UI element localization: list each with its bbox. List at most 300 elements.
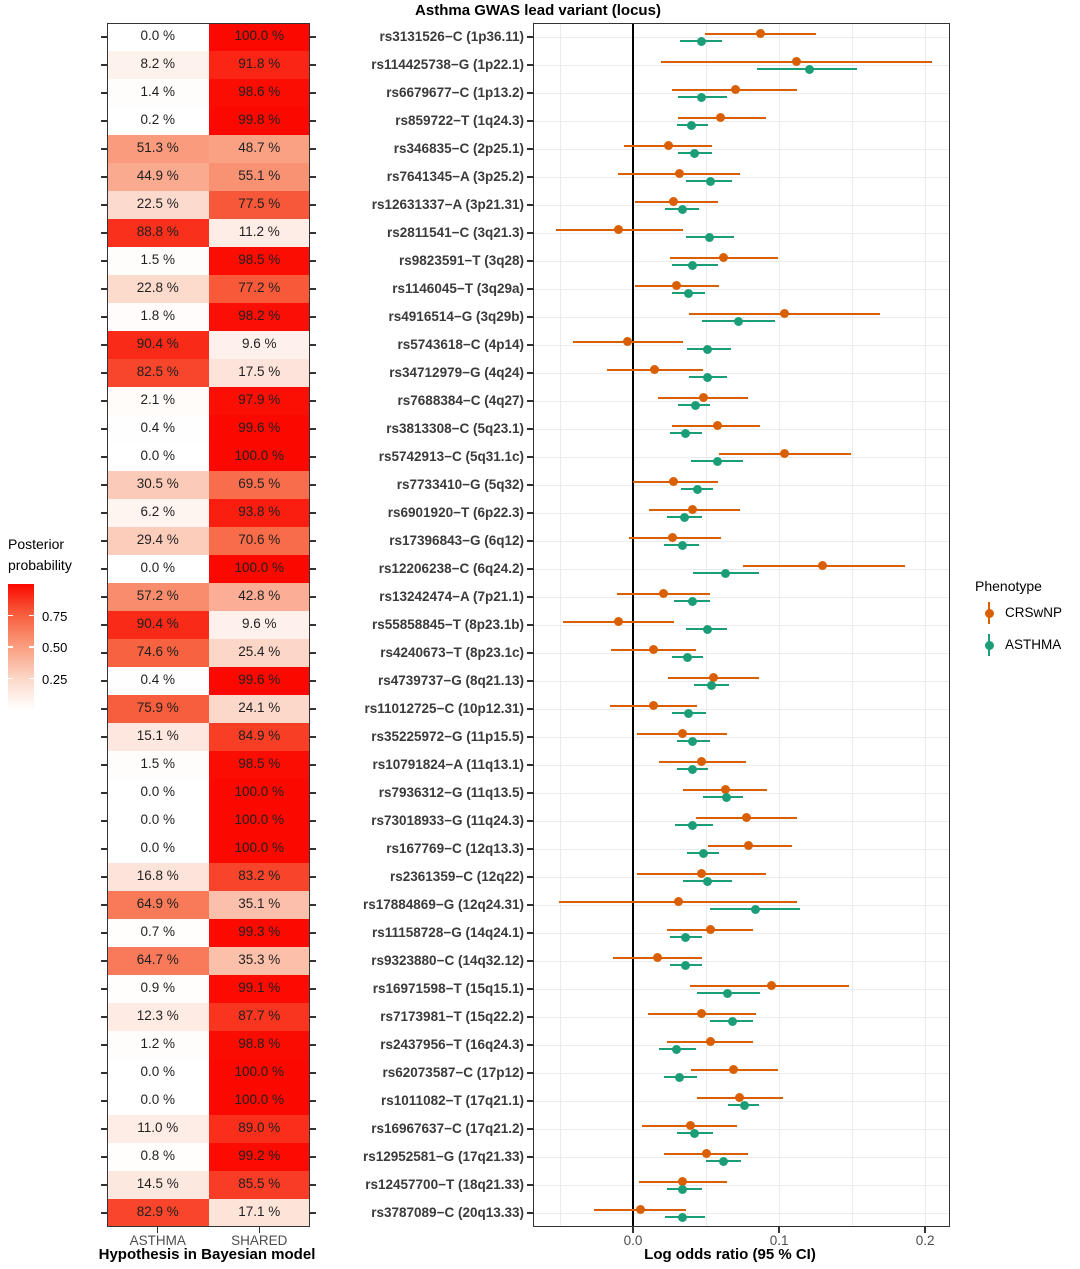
variant-label: rs11158728−G (14q24.1) bbox=[371, 925, 524, 940]
heatmap-right-tick bbox=[310, 1184, 316, 1185]
point-estimate-asthma bbox=[697, 37, 706, 46]
phenotype-legend-items bbox=[975, 600, 1080, 658]
point-estimate-asthma bbox=[721, 569, 730, 578]
x-axis-title: Log odds ratio (95 % CI) bbox=[644, 1246, 816, 1263]
posterior-tick-mark bbox=[8, 646, 13, 648]
heatmap-right-tick bbox=[310, 680, 316, 681]
heatmap-right-tick bbox=[310, 400, 316, 401]
heatmap-value-shared: 85.5 % bbox=[238, 1176, 281, 1191]
point-estimate-asthma bbox=[703, 877, 712, 886]
heatmap-right-tick bbox=[310, 820, 316, 821]
heatmap-value-shared: 98.8 % bbox=[238, 1036, 281, 1051]
y-gridline bbox=[533, 737, 950, 738]
heatmap-value-asthma: 0.0 % bbox=[140, 1092, 176, 1107]
posterior-tick-mark bbox=[29, 615, 34, 617]
point-estimate-asthma bbox=[703, 625, 712, 634]
heatmap-right-tick bbox=[310, 988, 316, 989]
variant-label: rs7733410−G (5q32) bbox=[396, 477, 524, 492]
heatmap-value-shared: 100.0 % bbox=[234, 1092, 285, 1107]
point-estimate-asthma bbox=[719, 1157, 728, 1166]
heatmap-value-shared: 89.0 % bbox=[238, 1120, 281, 1135]
heatmap-value-shared: 70.6 % bbox=[238, 532, 281, 547]
heatmap-right-tick bbox=[310, 652, 316, 653]
variant-label: rs5743618−C (4p14) bbox=[397, 337, 524, 352]
point-estimate-asthma bbox=[693, 485, 702, 494]
heatmap-right-tick bbox=[310, 596, 316, 597]
heatmap-right-tick bbox=[310, 1100, 316, 1101]
heatmap-value-shared: 35.3 % bbox=[238, 952, 281, 967]
variant-label: rs859722−T (1q24.3) bbox=[395, 113, 524, 128]
heatmap-right-tick bbox=[310, 540, 316, 541]
variant-label: rs34712979−G (4q24) bbox=[389, 365, 524, 380]
heatmap-right-tick bbox=[310, 876, 316, 877]
y-gridline bbox=[533, 65, 950, 66]
y-gridline bbox=[533, 233, 950, 234]
point-estimate-crswnp bbox=[614, 617, 623, 626]
variant-label: rs16967637−C (17q21.2) bbox=[371, 1121, 524, 1136]
variant-label: rs7688384−C (4q27) bbox=[397, 393, 524, 408]
y-gridline bbox=[533, 429, 950, 430]
variant-label: rs17396843−G (6q12) bbox=[389, 533, 524, 548]
variant-label: rs12952581−G (17q21.33) bbox=[363, 1149, 524, 1164]
heatmap-value-shared: 17.1 % bbox=[238, 1204, 281, 1219]
heatmap-right-tick bbox=[310, 148, 316, 149]
heatmap-right-tick bbox=[310, 568, 316, 569]
heatmap-value-asthma: 82.5 % bbox=[136, 364, 179, 379]
y-gridline bbox=[533, 1129, 950, 1130]
heatmap-value-asthma: 30.5 % bbox=[136, 476, 179, 491]
variant-label: rs6679677−C (1p13.2) bbox=[386, 85, 524, 100]
heatmap-right-tick bbox=[310, 1212, 316, 1213]
variant-label: rs3131526−C (1p36.11) bbox=[379, 29, 524, 44]
heatmap-value-shared: 17.5 % bbox=[238, 364, 281, 379]
variant-label: rs10791824−A (11q13.1) bbox=[372, 757, 524, 772]
heatmap-value-asthma: 0.8 % bbox=[140, 1148, 176, 1163]
heatmap-value-asthma: 0.0 % bbox=[140, 448, 176, 463]
point-estimate-asthma bbox=[672, 1045, 681, 1054]
heatmap-value-shared: 99.8 % bbox=[238, 112, 281, 127]
point-estimate-asthma bbox=[713, 457, 722, 466]
point-estimate-asthma bbox=[688, 737, 697, 746]
posterior-tick-label: 0.25 bbox=[42, 671, 68, 687]
point-estimate-asthma bbox=[678, 541, 687, 550]
heatmap-right-tick bbox=[310, 848, 316, 849]
point-estimate-crswnp bbox=[623, 337, 632, 346]
y-gridline bbox=[533, 569, 950, 570]
point-estimate-crswnp bbox=[664, 141, 673, 150]
heatmap-value-asthma: 0.0 % bbox=[140, 1064, 176, 1079]
phenotype-legend-item bbox=[975, 632, 1080, 658]
heatmap-right-tick bbox=[310, 232, 316, 233]
posterior-legend-ticks bbox=[8, 584, 103, 710]
variant-label: rs4916514−G (3q29b) bbox=[388, 309, 524, 324]
point-estimate-crswnp bbox=[702, 1149, 711, 1158]
heatmap-right-tick bbox=[310, 176, 316, 177]
heatmap-right-tick bbox=[310, 1044, 316, 1045]
point-estimate-asthma bbox=[681, 429, 690, 438]
heatmap-axis-title: Hypothesis in Bayesian model bbox=[98, 1246, 316, 1263]
point-estimate-asthma bbox=[675, 1073, 684, 1082]
heatmap-value-shared: 9.6 % bbox=[241, 336, 277, 351]
point-estimate-crswnp bbox=[649, 645, 658, 654]
variant-label: rs2361359−C (12q22) bbox=[390, 869, 524, 884]
y-gridline bbox=[533, 93, 950, 94]
y-gridline bbox=[533, 1073, 950, 1074]
variant-label: rs4240673−T (8p23.1c) bbox=[380, 645, 524, 660]
posterior-legend-title-line1: Posterior bbox=[8, 536, 65, 552]
heatmap-value-asthma: 64.7 % bbox=[136, 952, 179, 967]
variant-label: rs7641345−A (3p25.2) bbox=[386, 169, 524, 184]
heatmap-right-tick bbox=[310, 512, 316, 513]
heatmap-value-asthma: 0.4 % bbox=[140, 672, 176, 687]
y-gridline bbox=[533, 849, 950, 850]
heatmap-value-shared: 100.0 % bbox=[234, 1064, 285, 1079]
posterior-tick-mark bbox=[29, 646, 34, 648]
figure-title: Asthma GWAS lead variant (locus) bbox=[415, 2, 661, 19]
y-gridline bbox=[533, 597, 950, 598]
y-gridline bbox=[533, 933, 950, 934]
variant-label: rs167769−C (12q13.3) bbox=[386, 841, 524, 856]
variant-label: rs3813308−C (5q23.1) bbox=[386, 421, 524, 436]
heatmap-value-asthma: 29.4 % bbox=[136, 532, 179, 547]
point-estimate-asthma bbox=[683, 653, 692, 662]
point-estimate-asthma bbox=[723, 989, 732, 998]
point-estimate-crswnp bbox=[636, 1205, 645, 1214]
heatmap-value-asthma: 1.2 % bbox=[140, 1036, 176, 1051]
point-estimate-asthma bbox=[680, 513, 689, 522]
variant-label: rs4739737−G (8q21.13) bbox=[378, 673, 524, 688]
heatmap-right-tick bbox=[310, 960, 316, 961]
point-estimate-asthma bbox=[678, 1185, 687, 1194]
variant-label: rs3787089−C (20q13.33) bbox=[371, 1205, 524, 1220]
y-gridline bbox=[533, 1213, 950, 1214]
posterior-legend bbox=[8, 534, 103, 724]
heatmap-value-shared: 87.7 % bbox=[238, 1008, 281, 1023]
heatmap-value-asthma: 82.9 % bbox=[136, 1204, 179, 1219]
posterior-tick-label: 0.75 bbox=[42, 608, 68, 624]
phenotype-legend bbox=[975, 578, 1080, 678]
heatmap-value-shared: 100.0 % bbox=[234, 812, 285, 827]
variant-label: rs55858845−T (8p23.1b) bbox=[372, 617, 524, 632]
point-estimate-crswnp bbox=[744, 841, 753, 850]
heatmap-right-tick bbox=[310, 904, 316, 905]
point-estimate-asthma bbox=[740, 1101, 749, 1110]
variant-label: rs7936312−G (11q13.5) bbox=[378, 785, 524, 800]
y-gridline bbox=[533, 457, 950, 458]
posterior-tick-mark bbox=[8, 678, 13, 680]
heatmap-right-tick bbox=[310, 260, 316, 261]
point-estimate-asthma bbox=[728, 1017, 737, 1026]
y-gridline bbox=[533, 1185, 950, 1186]
heatmap-value-asthma: 12.3 % bbox=[136, 1008, 179, 1023]
heatmap-right-tick bbox=[310, 288, 316, 289]
heatmap-right-tick bbox=[310, 1128, 316, 1129]
variant-label: rs6901920−T (6p22.3) bbox=[387, 505, 524, 520]
point-estimate-crswnp bbox=[706, 1037, 715, 1046]
variant-label: rs9823591−T (3q28) bbox=[399, 253, 524, 268]
heatmap-value-asthma: 0.0 % bbox=[140, 560, 176, 575]
heatmap-value-shared: 55.1 % bbox=[238, 168, 281, 183]
point-estimate-asthma bbox=[681, 961, 690, 970]
heatmap-value-shared: 9.6 % bbox=[241, 616, 277, 631]
heatmap-value-shared: 100.0 % bbox=[234, 448, 285, 463]
point-estimate-asthma bbox=[703, 373, 712, 382]
point-estimate-asthma bbox=[690, 1129, 699, 1138]
heatmap-value-asthma: 44.9 % bbox=[136, 168, 179, 183]
y-gridline bbox=[533, 541, 950, 542]
heatmap-value-asthma: 0.0 % bbox=[140, 812, 176, 827]
point-estimate-asthma bbox=[707, 681, 716, 690]
heatmap-value-asthma: 1.4 % bbox=[140, 84, 176, 99]
heatmap-value-asthma: 0.9 % bbox=[140, 980, 176, 995]
point-estimate-crswnp bbox=[674, 897, 683, 906]
point-estimate-asthma bbox=[706, 177, 715, 186]
phenotype-legend-item bbox=[975, 600, 1080, 626]
heatmap-value-asthma: 74.6 % bbox=[136, 644, 179, 659]
heatmap-right-tick bbox=[310, 624, 316, 625]
point-estimate-asthma bbox=[805, 65, 814, 74]
y-gridline bbox=[533, 485, 950, 486]
heatmap-value-asthma: 1.8 % bbox=[140, 308, 176, 323]
heatmap-value-asthma: 16.8 % bbox=[136, 868, 179, 883]
x-axis-tick-label: 0.0 bbox=[623, 1233, 643, 1248]
point-estimate-crswnp bbox=[756, 29, 765, 38]
variant-label: rs9323880−C (14q32.12) bbox=[371, 953, 524, 968]
heatmap-value-shared: 48.7 % bbox=[238, 140, 281, 155]
heatmap-column-label-shared: SHARED bbox=[231, 1233, 288, 1248]
heatmap-right-tick bbox=[310, 1156, 316, 1157]
y-gridline bbox=[533, 1017, 950, 1018]
heatmap-value-asthma: 88.8 % bbox=[136, 224, 179, 239]
y-gridline bbox=[533, 345, 950, 346]
heatmap-right-tick bbox=[310, 204, 316, 205]
heatmap-right-tick bbox=[310, 1072, 316, 1073]
heatmap-value-asthma: 0.7 % bbox=[140, 924, 176, 939]
heatmap-value-asthma: 51.3 % bbox=[136, 140, 179, 155]
y-gridline bbox=[533, 37, 950, 38]
heatmap-value-shared: 77.2 % bbox=[238, 280, 281, 295]
heatmap-right-tick bbox=[310, 92, 316, 93]
phenotype-legend-title: Phenotype bbox=[975, 578, 1042, 594]
heatmap-value-asthma: 1.5 % bbox=[140, 252, 176, 267]
heatmap-column-label-asthma: ASTHMA bbox=[129, 1233, 186, 1248]
y-gridline bbox=[533, 401, 950, 402]
point-estimate-asthma bbox=[722, 793, 731, 802]
heatmap-right-tick bbox=[310, 120, 316, 121]
variant-label: rs5742913−C (5q31.1c) bbox=[378, 449, 524, 464]
heatmap-value-asthma: 11.0 % bbox=[137, 1120, 179, 1135]
y-gridline bbox=[533, 989, 950, 990]
heatmap-value-asthma: 0.2 % bbox=[140, 112, 176, 127]
variant-label: rs11012725−C (10p12.31) bbox=[364, 701, 524, 716]
point-estimate-crswnp bbox=[731, 85, 740, 94]
y-gridline bbox=[533, 681, 950, 682]
point-estimate-crswnp bbox=[614, 225, 623, 234]
heatmap-value-asthma: 22.5 % bbox=[136, 196, 179, 211]
heatmap-value-shared: 93.8 % bbox=[238, 504, 281, 519]
heatmap-value-shared: 100.0 % bbox=[234, 784, 285, 799]
heatmap-value-asthma: 0.0 % bbox=[140, 28, 176, 43]
variant-label: rs17884869−G (12q24.31) bbox=[363, 897, 524, 912]
heatmap-value-shared: 99.6 % bbox=[238, 672, 281, 687]
y-gridline bbox=[533, 513, 950, 514]
x-axis-tick-label: 0.1 bbox=[769, 1233, 789, 1248]
point-estimate-crswnp bbox=[649, 701, 658, 710]
heatmap-value-shared: 97.9 % bbox=[238, 392, 281, 407]
y-gridline bbox=[533, 877, 950, 878]
heatmap-value-asthma: 90.4 % bbox=[136, 616, 179, 631]
point-estimate-crswnp bbox=[706, 925, 715, 934]
point-estimate-asthma bbox=[681, 933, 690, 942]
y-gridline bbox=[533, 653, 950, 654]
phenotype-item-label: CRSwNP bbox=[1005, 605, 1063, 620]
heatmap-value-shared: 11.2 % bbox=[238, 224, 280, 239]
y-gridline bbox=[533, 709, 950, 710]
variant-label: rs12206238−C (6q24.2) bbox=[378, 561, 524, 576]
heatmap-value-asthma: 6.2 % bbox=[140, 504, 176, 519]
variant-label: rs16971598−T (15q15.1) bbox=[372, 981, 524, 996]
heatmap-value-asthma: 64.9 % bbox=[136, 896, 179, 911]
heatmap-value-asthma: 2.1 % bbox=[140, 392, 176, 407]
heatmap-value-asthma: 90.4 % bbox=[136, 336, 179, 351]
variant-label: rs7173981−T (15q22.2) bbox=[380, 1009, 524, 1024]
y-gridline bbox=[533, 765, 950, 766]
heatmap-value-shared: 99.2 % bbox=[238, 1148, 281, 1163]
heatmap-value-asthma: 1.5 % bbox=[140, 756, 176, 771]
heatmap-right-tick bbox=[310, 316, 316, 317]
heatmap-value-asthma: 8.2 % bbox=[140, 56, 176, 71]
point-estimate-asthma bbox=[705, 233, 714, 242]
y-gridline bbox=[533, 1157, 950, 1158]
heatmap-value-shared: 69.5 % bbox=[238, 476, 281, 491]
point-estimate-asthma bbox=[690, 149, 699, 158]
heatmap-right-tick bbox=[310, 764, 316, 765]
posterior-tick-mark bbox=[8, 615, 13, 617]
variant-label: rs35225972−G (11p15.5) bbox=[371, 729, 524, 744]
variant-label: rs346835−C (2p25.1) bbox=[393, 141, 524, 156]
posterior-legend-title-line2: probability bbox=[8, 557, 72, 573]
heatmap-right-tick bbox=[310, 36, 316, 37]
variant-label: rs1146045−T (3q29a) bbox=[392, 281, 524, 296]
heatmap-value-shared: 99.6 % bbox=[238, 420, 281, 435]
variant-label: rs62073587−C (17p12) bbox=[382, 1065, 524, 1080]
y-gridline bbox=[533, 793, 950, 794]
heatmap-value-asthma: 0.0 % bbox=[140, 784, 176, 799]
point-estimate-asthma bbox=[687, 121, 696, 130]
point-estimate-asthma bbox=[678, 205, 687, 214]
heatmap-value-shared: 98.5 % bbox=[238, 252, 281, 267]
y-gridline bbox=[533, 625, 950, 626]
point-estimate-asthma bbox=[688, 821, 697, 830]
y-gridline bbox=[533, 1045, 950, 1046]
heatmap-value-shared: 98.6 % bbox=[238, 84, 281, 99]
point-estimate-asthma bbox=[678, 1213, 687, 1222]
heatmap-right-tick bbox=[310, 344, 316, 345]
heatmap-right-tick bbox=[310, 372, 316, 373]
y-gridline bbox=[533, 961, 950, 962]
heatmap-value-shared: 83.2 % bbox=[238, 868, 281, 883]
heatmap-value-shared: 98.2 % bbox=[238, 308, 281, 323]
heatmap-value-shared: 100.0 % bbox=[234, 840, 285, 855]
heatmap-value-shared: 91.8 % bbox=[238, 56, 281, 71]
variant-label: rs1011082−T (17q21.1) bbox=[381, 1093, 524, 1108]
point-estimate-asthma bbox=[699, 849, 708, 858]
heatmap-value-asthma: 0.0 % bbox=[140, 840, 176, 855]
point-estimate-asthma bbox=[688, 765, 697, 774]
heatmap-value-asthma: 14.5 % bbox=[136, 1176, 179, 1191]
variant-label: rs2437956−T (16q24.3) bbox=[380, 1037, 524, 1052]
heatmap-right-tick bbox=[310, 1016, 316, 1017]
heatmap-value-asthma: 75.9 % bbox=[136, 700, 179, 715]
variant-label: rs12457700−T (18q21.33) bbox=[365, 1177, 524, 1192]
heatmap-value-shared: 99.3 % bbox=[238, 924, 281, 939]
variant-label: rs13242474−A (7p21.1) bbox=[379, 589, 524, 604]
point-estimate-asthma bbox=[697, 93, 706, 102]
point-estimate-crswnp bbox=[699, 393, 708, 402]
heatmap-right-tick bbox=[310, 64, 316, 65]
x-axis-tick-label: 0.2 bbox=[915, 1233, 935, 1248]
y-gridline bbox=[533, 373, 950, 374]
point-estimate-asthma bbox=[703, 345, 712, 354]
heatmap-value-shared: 100.0 % bbox=[234, 28, 285, 43]
y-gridline bbox=[533, 149, 950, 150]
heatmap-value-shared: 35.1 % bbox=[238, 896, 281, 911]
heatmap-value-shared: 100.0 % bbox=[234, 560, 285, 575]
y-gridline bbox=[533, 905, 950, 906]
y-gridline bbox=[533, 121, 950, 122]
variant-label: rs73018933−G (11q24.3) bbox=[371, 813, 524, 828]
pointrange-symbol-dot bbox=[985, 641, 994, 650]
point-estimate-asthma bbox=[691, 401, 700, 410]
heatmap-value-shared: 99.1 % bbox=[238, 980, 281, 995]
heatmap-right-tick bbox=[310, 708, 316, 709]
heatmap-right-tick bbox=[310, 428, 316, 429]
heatmap-right-tick bbox=[310, 456, 316, 457]
point-estimate-asthma bbox=[688, 261, 697, 270]
point-estimate-asthma bbox=[751, 905, 760, 914]
variant-label: rs2811541−C (3q21.3) bbox=[387, 225, 524, 240]
phenotype-item-label: ASTHMA bbox=[1005, 637, 1062, 652]
y-gridline bbox=[533, 261, 950, 262]
heatmap-right-tick bbox=[310, 484, 316, 485]
heatmap-value-shared: 77.5 % bbox=[238, 196, 281, 211]
heatmap-right-tick bbox=[310, 736, 316, 737]
heatmap-value-asthma: 57.2 % bbox=[136, 588, 179, 603]
point-estimate-asthma bbox=[688, 597, 697, 606]
point-estimate-asthma bbox=[684, 289, 693, 298]
heatmap-value-asthma: 22.8 % bbox=[136, 280, 179, 295]
heatmap-right-tick bbox=[310, 792, 316, 793]
heatmap-value-shared: 84.9 % bbox=[238, 728, 281, 743]
variant-label: rs12631337−A (3p21.31) bbox=[371, 197, 524, 212]
heatmap-value-shared: 25.4 % bbox=[238, 644, 281, 659]
posterior-tick-label: 0.50 bbox=[42, 640, 68, 655]
y-gridline bbox=[533, 177, 950, 178]
y-gridline bbox=[533, 821, 950, 822]
heatmap-right-tick bbox=[310, 932, 316, 933]
posterior-tick-mark bbox=[29, 678, 34, 680]
point-estimate-crswnp bbox=[668, 533, 677, 542]
point-estimate-asthma bbox=[734, 317, 743, 326]
heatmap-value-asthma: 0.4 % bbox=[140, 420, 176, 435]
heatmap-value-asthma: 15.1 % bbox=[136, 728, 179, 743]
heatmap-value-shared: 42.8 % bbox=[238, 588, 281, 603]
pointrange-symbol-dot bbox=[985, 609, 994, 618]
point-estimate-asthma bbox=[684, 709, 693, 718]
heatmap-value-shared: 24.1 % bbox=[238, 700, 281, 715]
y-gridline bbox=[533, 289, 950, 290]
variant-label: rs114425738−G (1p22.1) bbox=[371, 57, 524, 72]
